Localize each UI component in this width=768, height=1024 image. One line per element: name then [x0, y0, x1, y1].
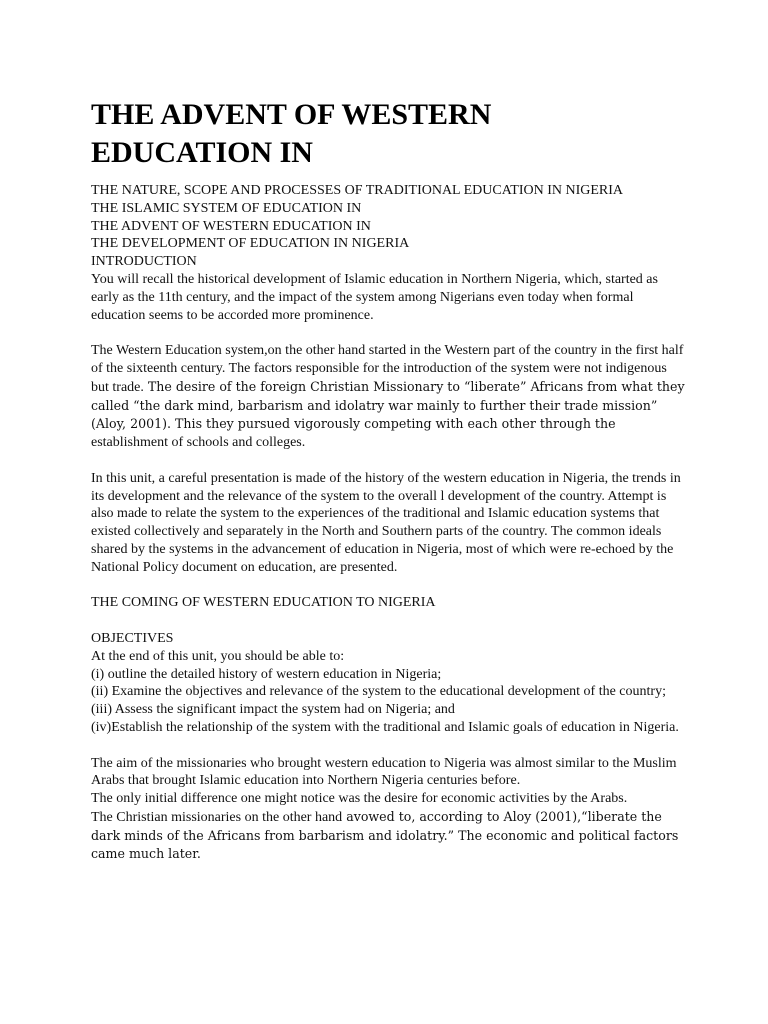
christian-paragraph-part-a: The Christian missionaries on the other hand	[91, 809, 343, 825]
unit-paragraph: In this unit, a careful presentation is made of the history of the western education in Nigeria, the trends in its development and the relevance of the system to the overall l development of the country. Attempt is also made to relate the system to the experiences of the traditional and Islamic education systems that existed collectively and separately in the North and Southern parts of the country. The common ideals shared by the systems in the advancement of education in Nigeria, most of which were re-echoed by the National Policy document on education, are presented.	[91, 470, 681, 575]
aim-paragraph: The aim of the missionaries who brought western education to Nigeria was almost similar to the Muslim Arabs that brought Islamic education into Northern Nigeria centuries before.	[91, 755, 677, 789]
paragraph-gap	[91, 324, 687, 342]
objectives-heading: OBJECTIVES	[91, 630, 174, 646]
document-body	[91, 182, 687, 864]
western-paragraph-part-a: The Western Education system,on the other hand started in the Western part of the country in the first half of the sixteenth century. The factors responsible for the introduction of the system were not indigenous but trade.	[91, 343, 684, 395]
difference-paragraph: The only initial difference one might notice was the desire for economic activities by the Arabs.	[91, 791, 628, 807]
toc-line-islamic: THE ISLAMIC SYSTEM OF EDUCATION IN	[91, 200, 362, 216]
objective-item: (iv)Establish the relationship of the system with the traditional and Islamic goals of education in Nigeria.	[91, 719, 679, 735]
christian-paragraph-part-b: avowed to, according to Aloy (2001),“liberate the dark minds of the Africans from barbarism and idolatry.” The economic and political factors came much later.	[91, 808, 679, 862]
western-paragraph-part-b: The desire of the foreign Christian Missionary to “liberate” Africans from what they called “the dark mind, barbarism and idolatry war mainly to further their trade mission” (Aloy, 2001). This they pursued vigorously competing with each other through the	[91, 378, 685, 432]
christian-missionaries-paragraph	[91, 808, 687, 864]
toc-line-advent: THE ADVENT OF WESTERN EDUCATION IN	[91, 218, 371, 234]
objectives-intro: At the end of this unit, you should be able to:	[91, 648, 345, 664]
introduction-heading: INTRODUCTION	[91, 254, 197, 270]
western-education-paragraph	[91, 342, 687, 452]
objective-item: (i) outline the detailed history of western education in Nigeria;	[91, 666, 442, 682]
paragraph-gap	[91, 737, 687, 755]
paragraph-gap	[91, 452, 687, 470]
intro-paragraph: You will recall the historical development of Islamic education in Northern Nigeria, which, started as early as the 11th century, and the impact of the system among Nigerians even today when formal education seems to be accorded more prominence.	[91, 271, 658, 323]
objective-item: (iii) Assess the significant impact the system had on Nigeria; and	[91, 702, 455, 718]
title-line-2: EDUCATION IN	[91, 136, 313, 169]
title-line-1: THE ADVENT OF WESTERN	[91, 98, 492, 131]
toc-line-development: THE DEVELOPMENT OF EDUCATION IN NIGERIA	[91, 236, 410, 252]
paragraph-gap	[91, 612, 687, 630]
document-title	[91, 96, 691, 172]
paragraph-gap	[91, 577, 687, 595]
western-paragraph-part-c: establishment of schools and colleges.	[91, 435, 306, 451]
toc-line-nature: THE NATURE, SCOPE AND PROCESSES OF TRADITIONAL EDUCATION IN NIGERIA	[91, 183, 624, 198]
objective-item: (ii) Examine the objectives and relevance of the system to the educational development of the country;	[91, 684, 666, 700]
section-heading: THE COMING OF WESTERN EDUCATION TO NIGERIA	[91, 595, 436, 611]
